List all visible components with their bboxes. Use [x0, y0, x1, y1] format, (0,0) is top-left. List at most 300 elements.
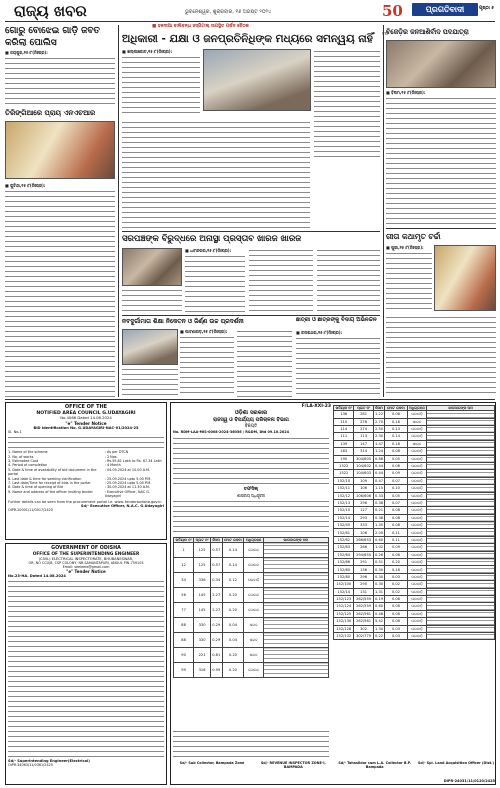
table-row [334, 618, 495, 625]
owner-name-cell [427, 522, 495, 529]
table-cell: 0.04 [222, 633, 244, 648]
notice1-org2: NOTIFIED AREA COUNCIL G.UDAYAGIRI [36, 410, 136, 416]
lead-dateline: ■ ଖଲ୍ଲୀକୋଟ,୧୫।୮(ନିଃପ୍ର): [122, 49, 173, 54]
table-cell: ଘରବାଡ଼ି [407, 632, 427, 639]
notice1-tender-title: "e" Tender Notice [65, 420, 107, 426]
owner-name-cell [427, 632, 495, 639]
table-cell: 152/80 [334, 573, 354, 580]
table-cell: ଶରଦ [244, 633, 264, 648]
mid-body-col1 [185, 254, 245, 312]
table-row [334, 425, 495, 432]
story-kicker: ■ ହଳଦୀଆ ବାଲିବନ୍ଧ ହସ୍ପିଟାଲ୍ ଉପସ୍ଥିତ ପର୍ଷଦ ବୈଠକ [152, 24, 249, 29]
notice1-detail-label: 1. Name of the scheme [8, 450, 48, 455]
table-cell: ଶାରଦ [407, 418, 427, 425]
dateline: ଭୁବନେଶ୍ୱର, ଶୁକ୍ରବାର, ୧୬ ଅଗଷ୍ଟ ୨୦୨୪ [185, 9, 272, 15]
table-cell: ଘରବାଡ଼ି [407, 455, 427, 462]
signature-block: Sd/- Sub Collector, Bampada Zone [179, 761, 245, 765]
tender-notice-udayagiri [5, 402, 167, 540]
column-header: ଖାତାଦାରଙ୍କ ନାମ [263, 538, 328, 543]
table-cell: 0.81 [210, 648, 222, 663]
table-cell: ଘରବାଡ଼ି [407, 566, 427, 573]
page-number: ପୃଷ୍ଠା ୫ [479, 6, 495, 11]
table-row [334, 529, 495, 536]
right-top-dateline: ■ ବିଷମ,୧୫।୮(ନିଃପ୍ର): [386, 90, 426, 95]
table-cell: ଘରବାଡ଼ି [407, 551, 427, 558]
table-cell: 90 [174, 648, 194, 663]
owner-name-cell [427, 455, 495, 462]
table-cell: 152/60 [334, 566, 354, 573]
section-rule [386, 228, 496, 229]
table-cell: 0.06 [385, 610, 407, 617]
table-cell: 0.44 [375, 471, 384, 476]
table-cell: 125 [194, 543, 211, 558]
table-cell: 314 [354, 448, 373, 455]
table-cell: 0.57 [210, 558, 222, 573]
notice1-detail-row [8, 490, 164, 499]
table-cell: ଗୋଚର [244, 588, 264, 603]
notice1-detail-label: 7. Last date/Time for receipt of bids in the portal [8, 481, 91, 486]
table-cell: ଘରବାଡ଼ି [407, 485, 427, 492]
low-body-col1 [180, 335, 234, 397]
table-cell: 145 [194, 603, 211, 618]
table-cell: ଘରବାଡ଼ି [407, 588, 427, 595]
column-divider [383, 25, 384, 397]
table-cell: 152/132 [334, 632, 354, 639]
owner-name-cell [263, 618, 328, 633]
owner-name-cell [427, 507, 495, 514]
notice1-detail-label: 9. Name and address of the officer inviting tender [8, 489, 93, 494]
story2-headline: ତିରିଙ୍ଗିଆରେ ପ୍ରାୟ ଏନଏଚଆର [5, 109, 96, 117]
owner-name-cell [263, 588, 328, 603]
table-cell: 0.09 [385, 544, 407, 551]
table-cell: 1.30 [375, 626, 384, 631]
notice1-detail-label: 8. Date & time of opening of Bid [8, 485, 63, 490]
table-cell: ଗୋଚର [244, 543, 264, 558]
table-cell: 104/603 [354, 470, 373, 477]
owner-name-cell [427, 418, 495, 425]
notice1-org1: OFFICE OF THE [64, 404, 108, 410]
notice2-no-line: No.23-HA. Dated 14.08.2024 [8, 573, 66, 578]
table-cell: 0.26 [375, 552, 384, 557]
table-cell: 0.20 [222, 648, 244, 663]
low-right-headline: ଛାତ୍ରୀ ଓ ଛାତ୍ରଙ୍କୁ ବିଦାୟ ଅଭିନନ୍ଦନ [296, 317, 377, 323]
page-divider [5, 399, 495, 400]
table-cell: 0.09 [385, 470, 407, 477]
left-column [5, 25, 115, 397]
notice1-detail-label: 3. Estimated Cost [8, 459, 39, 464]
table-row [174, 603, 329, 618]
right-top-headline: ବିଜେଡ଼ିର ଜନଆଶିର୍ବାଦ ପଦଯାତ୍ରା [386, 28, 469, 36]
table-cell: 0.60 [375, 604, 384, 609]
table-cell: 152/128 [334, 625, 354, 632]
notice3-body [173, 436, 329, 486]
table-cell: 0.14 [385, 433, 407, 440]
table-cell: 0.11 [385, 536, 407, 543]
table-cell: 0.05 [385, 455, 407, 462]
notice1-detail-value: : 25.09.2024 upto 5.00 P.M. [104, 476, 152, 481]
table-cell: 281 [354, 411, 373, 418]
table-cell: 290 [354, 581, 373, 588]
table-cell: 12 [174, 558, 194, 573]
table-cell: 152/124 [334, 603, 354, 610]
owner-name-cell [263, 648, 328, 663]
table-row [174, 543, 329, 558]
table-cell: ଘରବାଡ଼ି [407, 492, 427, 499]
table-cell: 302/779 [354, 632, 373, 639]
right-mid-headline: ଗୀତା କଥାମୃତ ଚର୍ଚ୍ଚା [386, 232, 441, 241]
column-header: କିସମ [373, 406, 385, 411]
table-cell: 0.22 [375, 634, 384, 639]
notice1-detail-label: 2. No. of works [8, 454, 34, 459]
table-cell: 147 [354, 440, 373, 447]
right-top-photo [386, 40, 496, 88]
story2-body [5, 189, 115, 397]
table-cell: 0.11 [385, 529, 407, 536]
table-cell: 152/130 [334, 618, 354, 625]
table-cell: 0.20 [385, 559, 407, 566]
notice3-notification: ବିଜ୍ଞପ୍ତି [244, 424, 258, 429]
table-cell: 302 [354, 625, 373, 632]
table-cell: 0.29 [210, 618, 222, 633]
table-cell: 0.20 [222, 588, 244, 603]
table-cell: 296 [354, 499, 373, 506]
table-cell: 2.70 [375, 419, 384, 424]
owner-name-cell [427, 551, 495, 558]
table-cell: ଘରବାଡ଼ି [407, 603, 427, 610]
table-cell: 0.06 [385, 411, 407, 418]
table-cell: 163 [334, 448, 354, 455]
table-row [334, 470, 495, 477]
notice1-detail-value: : 2 Nos. [104, 454, 118, 459]
low-body-below-photo [122, 367, 178, 397]
owner-name-cell [427, 559, 495, 566]
table-cell: 2.27 [210, 588, 222, 603]
table-cell: 316 [194, 663, 211, 678]
table-cell: 0.13 [385, 425, 407, 432]
anniversary-logo [382, 1, 412, 36]
owner-name-cell [263, 543, 328, 558]
notice2-body [8, 579, 164, 759]
table-cell: 0.08 [385, 507, 407, 514]
table-cell: ଘରବାଡ଼ି [407, 581, 427, 588]
story2-dateline: ■ କୁଚିନ୍ଦା,୧୫।୮(ନିଃପ୍ର): [5, 183, 46, 188]
table-cell: ଘରବାଡ଼ି [407, 507, 427, 514]
notice3-heading1: ଓଡ଼ିଶା ସରକାର [234, 410, 268, 416]
column-header: ମୋଟ ରକବା [222, 538, 244, 543]
owner-name-cell [427, 581, 495, 588]
signature-block: Sd/- Tahasildar cum L.A. Collector B.P. Bampada [338, 761, 411, 770]
table-cell: 113 [354, 433, 373, 440]
table-row [334, 499, 495, 506]
table-cell: 0.12 [222, 573, 244, 588]
owner-name-cell [427, 618, 495, 625]
owner-name-cell [427, 433, 495, 440]
table-cell: ଘରବାଡ଼ି [407, 536, 427, 543]
story1-dateline: ■ ଜୟପୁର,୧୫।୮(ନିଃପ୍ର): [5, 50, 48, 55]
table-row [334, 418, 495, 425]
owner-name-cell [427, 536, 495, 543]
notice2-signature: Sd/- Superintending Engineer(Electrical) [8, 759, 90, 764]
owner-name-cell [427, 470, 495, 477]
table-row [334, 477, 495, 484]
table-cell: ଘରବାଡ଼ି [407, 610, 427, 617]
mid-body-below-photo [122, 288, 182, 312]
table-cell: 152/66 [334, 559, 354, 566]
table-cell: 0.06 [385, 603, 407, 610]
right-top-story [386, 25, 496, 225]
table-cell: 0.08 [385, 448, 407, 455]
lead-photo [203, 49, 311, 111]
table-cell: 104/602 [354, 462, 373, 469]
table-cell: 336 [194, 573, 211, 588]
table-cell: ଘରବାଡ଼ି [407, 618, 427, 625]
table-cell: 106 [354, 529, 373, 536]
owner-name-cell [427, 544, 495, 551]
table-row [334, 595, 495, 602]
story1-headline: ଗୋରୁ ବୋଝେଇ ଗାଡ଼ି ଜବତ କରିଲା ପୋଲିସ [5, 26, 100, 48]
table-cell: 111 [334, 433, 354, 440]
notice1-detail-value: : Rs.59.81 Lakh to Rs. 67.34 Lakh [104, 459, 162, 464]
lead-body-col1 [122, 55, 200, 117]
right-mid-body-left [386, 251, 432, 311]
table-cell: ଘରବାଡ଼ି [407, 425, 427, 432]
table-cell: 330 [194, 633, 211, 648]
low-body-col2 [237, 329, 292, 397]
table-cell: 0.20 [222, 663, 244, 678]
table-cell: 109 [354, 477, 373, 484]
table-cell: 0.38 [375, 500, 384, 505]
table-cell: 262/561 [354, 618, 373, 625]
table-cell: 1.24 [375, 449, 384, 454]
table-row [334, 411, 495, 418]
table-cell: 5.42 [375, 619, 384, 624]
table-cell: 333 [354, 522, 373, 529]
table-cell: ଗୋଚର [244, 663, 264, 678]
table-cell: 88 [174, 633, 194, 648]
column-header: ଖାତାଦାରଙ୍କ ନାମ [427, 406, 495, 411]
table-row [334, 492, 495, 499]
table-cell: ଘରବାଡ଼ି [407, 499, 427, 506]
table-cell: 304/605 [354, 455, 373, 462]
notice2-tender-line: "e" Tender Notice [66, 568, 106, 574]
table-cell: ଶାରଦ [407, 440, 427, 447]
table-cell: 330 [194, 618, 211, 633]
table-row [334, 588, 495, 595]
table-cell: 0.21 [375, 508, 384, 513]
table-cell: 266/653 [354, 536, 373, 543]
right-top-body [386, 96, 496, 224]
table-cell: 0.03 [385, 632, 407, 639]
owner-name-cell [427, 440, 495, 447]
anniversary-word: ବର୍ଷ [382, 31, 388, 36]
table-cell: 152/13 [334, 499, 354, 506]
brand-logo: ପ୍ରଗତିବାଦୀ [412, 3, 478, 16]
column-header: ମୋଟ ରକବା [385, 406, 407, 411]
owner-name-cell [427, 595, 495, 602]
table-cell: 0.51 [375, 560, 384, 565]
notice1-intro [8, 435, 164, 449]
owner-name-cell [263, 573, 328, 588]
table-row [334, 544, 495, 551]
notice3-right-table [333, 405, 495, 640]
notice1-detail-value: : 04.09.2024 at 10.00 A.M. [104, 467, 151, 472]
column-header: ଅଧିଗ୍ରହଣ [245, 538, 262, 542]
table-cell: 262/561 [354, 610, 373, 617]
notice1-detail-label: 5. Date & time of availability of bid document in the portal [8, 467, 97, 477]
table-cell: 114 [334, 425, 354, 432]
notice3-left-foot [173, 729, 329, 759]
right-mid-body-bottom [386, 315, 496, 397]
low-photo [122, 329, 178, 365]
table-cell: ଘରବାଡ଼ି [407, 462, 427, 469]
table-cell: 0.08 [385, 522, 407, 529]
table-cell: 1.31 [375, 589, 384, 594]
signature-block: Sd/- REVENUE INSPECTOR ZONE-I, BAMPADA [260, 761, 326, 770]
table-cell: ଘରବାଡ଼ି [407, 559, 427, 566]
mid-body-col3 [317, 248, 380, 312]
section-rule [122, 231, 380, 232]
table-row [334, 610, 495, 617]
table-cell: 0.18 [385, 566, 407, 573]
notice3-ref-no: No. RDM-LAA-MIS-0008-2024-36056 / R&DM, Dtd 09.10.2024 [173, 430, 289, 434]
table-cell: ଘରବାଡ଼ି [407, 522, 427, 529]
table-row [334, 632, 495, 639]
table-row [334, 603, 495, 610]
center-top-story [122, 24, 380, 230]
table-cell: 0.06 [385, 551, 407, 558]
notice3-form-no: F/LA-XXI-23 [301, 404, 331, 409]
table-cell: 1.02 [375, 545, 384, 550]
table-row [174, 663, 329, 678]
masthead-rule [5, 21, 495, 22]
table-cell: 152/45 [334, 522, 354, 529]
table-cell: 152/63 [334, 544, 354, 551]
table-cell: 1.35 [375, 523, 384, 528]
lead-body-col3 [314, 49, 380, 161]
owner-name-cell [427, 411, 495, 418]
story1-body [5, 56, 115, 104]
table-cell: 262/559 [354, 603, 373, 610]
owner-name-cell [427, 566, 495, 573]
low-right-body [296, 336, 380, 397]
table-cell: 0.04 [222, 618, 244, 633]
owner-name-cell [427, 573, 495, 580]
table-cell: 0.14 [222, 558, 244, 573]
owner-name-cell [427, 529, 495, 536]
table-cell: 2.27 [210, 603, 222, 618]
table-cell: 152/62 [334, 536, 354, 543]
table-row [334, 522, 495, 529]
low-right-dateline: ■ କଳାପଥର,୧୫।୮(ନିଃପ୍ର): [296, 330, 343, 335]
table-cell: 136 [354, 566, 373, 573]
notice1-detail-value: : 25.09.2024 upto 5.00 P.M. [104, 481, 152, 486]
table-cell: 152/12 [334, 492, 354, 499]
section-rule [122, 315, 380, 316]
table-cell: 106 [354, 485, 373, 492]
notice2-ref: OIPR-34063/11/0361/2425 [8, 763, 53, 768]
mid-photo [122, 248, 182, 286]
table-cell: 115 [334, 418, 354, 425]
column-header: ଖତିୟାନ ନଂ [175, 538, 192, 542]
column-header: ଅଧିଗ୍ରହଣ [407, 406, 427, 411]
table-cell: 88 [174, 618, 194, 633]
owner-name-cell [427, 425, 495, 432]
table-cell: ଗୋଚର [244, 603, 264, 618]
table-cell: 291 [354, 559, 373, 566]
table-cell: 0.47 [375, 478, 384, 483]
owner-name-cell [427, 514, 495, 521]
table-cell: 139 [334, 440, 354, 447]
table-row [174, 558, 329, 573]
owner-name-cell [427, 499, 495, 506]
notice1-detail-label: 4. Period of completion [8, 463, 48, 468]
table-cell: ଗୋଚର [244, 558, 264, 573]
table-cell: 0.34 [210, 573, 222, 588]
table-cell: 152/14 [334, 588, 354, 595]
anniversary-number: 50 [382, 2, 403, 20]
table-cell: 274 [354, 425, 373, 432]
table-row [334, 625, 495, 632]
section-title: ରାଜ୍ୟ ଖବର [14, 2, 87, 20]
owner-name-cell [427, 492, 495, 499]
table-cell: 0.57 [210, 543, 222, 558]
table-cell: 1.15 [375, 486, 384, 491]
owner-name-cell [427, 477, 495, 484]
table-cell: 106/606 [354, 492, 373, 499]
low-dateline: ■ ପାଟଣାଗଡ଼,୧୫।୮(ନିଃପ୍ର): [180, 329, 228, 334]
table-cell: 131 [354, 588, 373, 595]
table-cell: 1522 [334, 470, 354, 477]
table-cell: 0.18 [385, 418, 407, 425]
table-row [334, 573, 495, 580]
table-row [174, 588, 329, 603]
table-cell: 34 [174, 573, 194, 588]
table-cell: 0.06 [385, 618, 407, 625]
table-cell: ଘରବାଡ଼ି [244, 573, 264, 588]
notice3-schedule-desc [173, 499, 329, 535]
table-row [334, 551, 495, 558]
table-cell: 1 [174, 543, 194, 558]
table-cell: 0.08 [385, 514, 407, 521]
table-cell: ଶରଦ [244, 618, 264, 633]
table-cell: 0.30 [375, 574, 384, 579]
notice2-line1: GOVERNMENT OF ODISHA [51, 546, 121, 551]
owner-name-cell [263, 558, 328, 573]
table-row [334, 566, 495, 573]
table-cell: ଘରବାଡ଼ି [407, 448, 427, 455]
notice1-detail-value: : 4 Month [104, 463, 121, 468]
notice1-details [8, 450, 164, 498]
notice1-bid-line: BID Identification No. G.UDAYAGIRI-NAC-01/2024-25 [33, 425, 139, 430]
table-cell: 1.47 [375, 441, 384, 446]
table-cell: 0.33 [375, 493, 384, 498]
notice1-footer: Further details can be seen from the procurement portal i.e. www. tendersodisha.gov.in [8, 499, 162, 504]
table-cell: ଘରବାଡ଼ି [407, 573, 427, 580]
table-cell: 1522 [334, 462, 354, 469]
notice3-signatures [173, 761, 495, 777]
table-cell: 2.30 [375, 434, 384, 439]
notice1-detail-label: 6. Last date & time for seeking clarification [8, 476, 82, 481]
notice3-ref: DIPR-24031/11/0120/2425 [443, 779, 495, 783]
table-cell: 0.20 [222, 603, 244, 618]
table-cell: 1.22 [375, 412, 384, 417]
table-row [334, 507, 495, 514]
notice1-dated: No.4066 Dated 14.08.2024 [60, 415, 112, 420]
owner-name-cell [263, 603, 328, 618]
table-cell: ଘରବାଡ଼ି [407, 595, 427, 602]
table-row [334, 559, 495, 566]
table-cell: ଘରବାଡ଼ି [407, 477, 427, 484]
